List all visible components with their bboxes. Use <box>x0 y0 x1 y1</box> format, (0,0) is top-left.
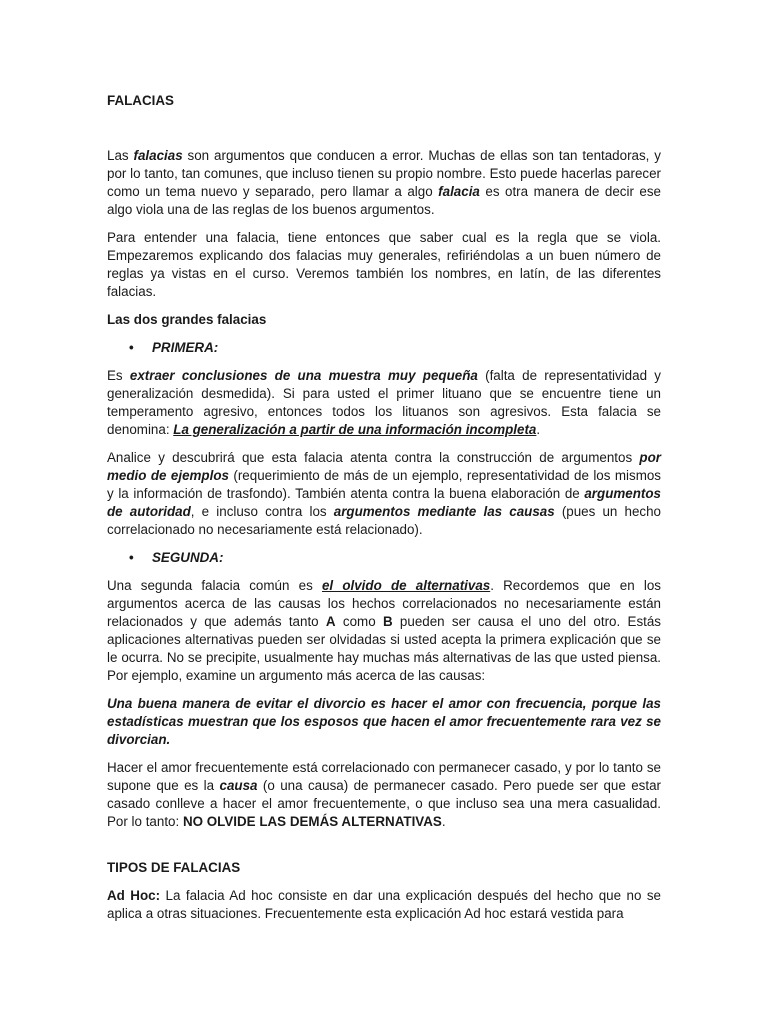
text: son argumentos que conducen a error. Muchas de ellas son tan tentadoras, y por lo tanto, tan comunes, que incluso tienen su propio nombre. Esto puede hacerlas parecer como un tema nuevo y separado, pero llamar a algo <box>107 148 661 199</box>
term-label: Ad Hoc: <box>107 888 161 903</box>
section-heading-tipos: TIPOS DE FALACIAS <box>107 860 241 875</box>
document-body <box>107 92 661 933</box>
emphasis: por medio de ejemplos <box>107 450 661 483</box>
emphasis: falacias <box>133 148 183 163</box>
text: (falta de representatividad y generalización desmedida). Si para usted el primer lituano que se encuentre tiene un temperamento agresivo, entonces todos los lituanos son agresivos. Esta falacia se denomina: <box>107 368 661 437</box>
emphasis: argumentos de autoridad <box>107 486 661 519</box>
text: Hacer el amor frecuentemente está correlacionado con permanecer casado, y por lo tanto se supone que es la <box>107 760 661 793</box>
bullet-label: SEGUNDA: <box>152 550 224 565</box>
bold-letter: B <box>382 614 393 629</box>
emphasis: causa <box>219 778 258 793</box>
example-quote: Una buena manera de evitar el divorcio es hacer el amor con frecuencia, porque las estadísticas muestran que los esposos que hacen el amor frecuentemente rara vez se divorcian. <box>107 696 661 747</box>
paragraph-segunda <box>107 577 661 685</box>
text: Las <box>107 148 134 163</box>
paragraph-ad-hoc <box>107 887 661 923</box>
bullet-label: PRIMERA: <box>152 340 219 355</box>
section-heading-dos-grandes: Las dos grandes falacias <box>107 312 267 327</box>
bullet-primera <box>107 339 661 357</box>
text: . <box>441 814 446 829</box>
paragraph-hacer <box>107 759 661 831</box>
bullet-segunda <box>107 549 661 567</box>
paragraph-primera <box>107 367 661 439</box>
paragraph-understanding: Para entender una falacia, tiene entonces que saber cual es la regla que se viola. Empezaremos explicando dos falacias muy generales, refiriéndolas a un buen número de reglas ya vistas en el curso. Veremos también los nombres, en latín, de las diferentes falacias. <box>107 230 661 299</box>
text: . Recordemos que en los argumentos acerca de las causas los hechos correlacionados no necesariamente están relacionados y que además tanto <box>107 578 661 629</box>
emphasis: falacia <box>438 184 480 199</box>
text: (requerimiento de más de un ejemplo, representatividad de los mismos y la información de trasfondo). También atenta contra la buena elaboración de <box>107 468 661 501</box>
text: . <box>536 422 541 437</box>
text: Una segunda falacia común es <box>107 578 322 593</box>
text: (o una causa) de permanecer casado. Pero puede ser que estar casado conlleve a hacer el amor frecuentemente, o que incluso sea una mera casualidad. Por lo tanto: <box>107 778 661 829</box>
spacer <box>107 841 661 859</box>
text: como <box>335 614 383 629</box>
underlined-emphasis: La generalización a partir de una información incompleta <box>173 422 537 437</box>
text: La falacia Ad hoc consiste en dar una explicación después del hecho que no se aplica a otras situaciones. Frecuentemente esta explicación Ad hoc estará vestida para <box>107 888 661 921</box>
text: , e incluso contra los <box>190 504 334 519</box>
emphasis: extraer conclusiones de una muestra muy pequeña <box>129 368 478 383</box>
bullet-icon: • <box>129 550 134 565</box>
text: (pues un hecho correlacionado no necesariamente está relacionado). <box>107 504 662 537</box>
text: Analice y descubrirá que esta falacia atenta contra la construcción de argumentos <box>107 450 640 465</box>
bold-warning: NO OLVIDE LAS DEMÁS ALTERNATIVAS <box>182 814 442 829</box>
bold-letter: A <box>325 614 336 629</box>
emphasis: argumentos mediante las causas <box>333 504 555 519</box>
bullet-icon: • <box>129 340 134 355</box>
text: es otra manera de decir ese algo viola una de las reglas de los buenos argumentos. <box>107 184 662 217</box>
document-title: FALACIAS <box>107 93 174 108</box>
paragraph-analice <box>107 449 661 539</box>
text: Es <box>107 368 130 383</box>
text: pueden ser causa el uno del otro. Estás aplicaciones alternativas pueden ser olvidadas si usted acepta la primera explicación que se le ocurra. No se precipite, usualmente hay muchas más alternativas de las que usted piensa. Por ejemplo, examine un argumento más acerca de las causas: <box>107 614 661 683</box>
underlined-emphasis: el olvido de alternativas <box>321 578 491 593</box>
paragraph-intro <box>107 147 661 219</box>
